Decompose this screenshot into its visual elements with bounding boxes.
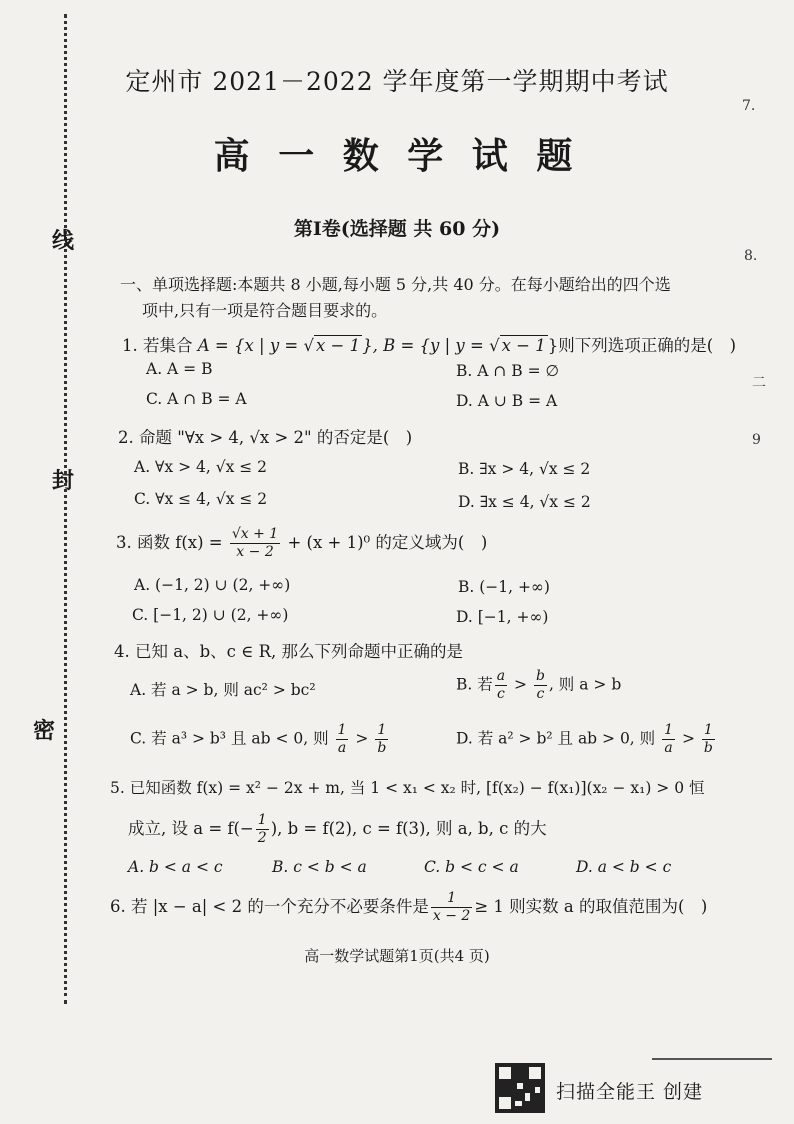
q4d-fraction-1 — [662, 722, 675, 757]
q3-option-a: A. (−1, 2) ∪ (2, +∞) — [134, 576, 291, 594]
q4c-f2-num: 1 — [375, 722, 388, 740]
q4b-f2-den: c — [536, 686, 545, 702]
exam-title: 定州市 2021－2022 学年度第一学期期中考试 — [125, 67, 669, 96]
q3-lead: 3. 函数 f(x) = — [116, 533, 223, 552]
q4c-f2-den: b — [377, 740, 387, 756]
q6-frac-num: 1 — [431, 890, 472, 908]
q5-line2-lead: 成立, 设 a = f(− — [128, 819, 254, 838]
part-title: 第Ⅰ卷(选择题 共 60 分) — [293, 218, 501, 240]
q1-radical-a: x − 1 — [316, 336, 361, 355]
q2-option-b: B. ∃x > 4, √x ≤ 2 — [458, 460, 591, 478]
q4c-fraction-2 — [375, 722, 388, 757]
q4b-mid: > — [514, 675, 528, 694]
q4-option-b — [456, 668, 621, 703]
q1-option-d: D. A ∪ B = A — [456, 392, 558, 410]
q5-line2-tail: ), b = f(2), c = f(3), 则 a, b, c 的大 — [270, 819, 547, 838]
q4c-mid: > — [355, 729, 369, 748]
margin-number-2: 二 — [752, 375, 766, 391]
q3-option-c: C. [−1, 2) ∪ (2, +∞) — [132, 606, 289, 624]
q1-lead: 1. 若集合 — [122, 336, 193, 355]
q4d-f2-num: 1 — [702, 722, 715, 740]
q2-option-a: A. ∀x > 4, √x ≤ 2 — [134, 458, 268, 476]
question-2: 2. 命题 "∀x > 4, √x > 2" 的否定是( ) — [118, 428, 413, 447]
page-footer: 高一数学试题第1页(共4 页) — [304, 947, 490, 965]
q5-option-b: B. c < b < a — [272, 858, 367, 876]
q4b-fraction-1 — [495, 668, 507, 703]
section-heading-line1: 一、单项选择题:本题共 8 小题,每小题 5 分,共 40 分。在每小题给出的四个选 — [120, 275, 671, 294]
q4c-f1-num: 1 — [337, 722, 347, 738]
q5-fraction — [256, 812, 269, 847]
q2-option-d: D. ∃x ≤ 4, √x ≤ 2 — [458, 493, 591, 511]
q3-option-b: B. (−1, +∞) — [458, 578, 550, 596]
q3-tail: + (x + 1)⁰ 的定义域为( ) — [287, 533, 488, 552]
section-heading-line2: 项中,只有一项是符合题目要求的。 — [142, 301, 388, 320]
q3-option-d: D. [−1, +∞) — [456, 608, 549, 626]
question-5-line2 — [128, 812, 547, 847]
question-4: 4. 已知 a、b、c ∈ R, 那么下列命题中正确的是 — [114, 642, 463, 661]
qr-code-icon — [495, 1063, 545, 1113]
q4b-f2-num: b — [535, 668, 545, 684]
q1-option-a: A. A = B — [146, 360, 213, 378]
q4c-f1-den: a — [337, 740, 347, 756]
q4c-lead: C. 若 a³ > b³ 且 ab < 0, 则 — [130, 729, 329, 748]
margin-number-9: 9 — [752, 432, 761, 448]
q3-numerator: √x + 1 — [231, 526, 279, 542]
q4-option-d — [456, 722, 717, 757]
q4b-f1-num: a — [496, 668, 506, 684]
q5-frac-den: 2 — [257, 830, 267, 846]
q4b-tail: , 则 a > b — [548, 675, 622, 694]
q4d-fraction-2 — [702, 722, 715, 757]
q6-frac-den: x − 2 — [432, 908, 471, 924]
question-1: 1. 若集合 A = {x | y = √ x − 1 }, B = {y | y = √ x − 1 }则下列选项正确的是( ) — [122, 336, 737, 355]
q6-fraction — [431, 890, 472, 925]
q3-denominator: x − 2 — [236, 544, 274, 560]
q1-tail: }则下列选项正确的是( ) — [547, 336, 737, 355]
question-6 — [110, 890, 707, 925]
q5-option-c: C. b < c < a — [424, 858, 519, 876]
corner-rule — [652, 1058, 772, 1060]
q3-fraction — [230, 526, 280, 561]
side-label-xian: 线 — [52, 228, 75, 254]
q6-tail: ≥ 1 则实数 a 的取值范围为( ) — [474, 897, 708, 916]
scanner-watermark: 扫描全能王 创建 — [556, 1081, 704, 1103]
side-label-mi: 密 — [33, 718, 56, 744]
q4d-f1-num: 1 — [664, 722, 674, 738]
q6-lead: 6. 若 |x − a| < 2 的一个充分不必要条件是 — [110, 897, 429, 916]
q4-option-a: A. 若 a > b, 则 ac² > bc² — [130, 681, 316, 699]
q1-radical-b: x − 1 — [501, 336, 546, 355]
subject-title: 高 一 数 学 试 题 — [213, 135, 581, 177]
q4b-lead: B. 若 — [456, 675, 493, 694]
q5-frac-num: 1 — [257, 812, 267, 828]
side-label-feng: 封 — [52, 468, 75, 494]
margin-number-8: 8. — [744, 248, 758, 264]
q1-option-b: B. A ∩ B = ∅ — [456, 362, 560, 380]
q4b-fraction-2 — [534, 668, 547, 703]
question-5-line1: 5. 已知函数 f(x) = x² − 2x + m, 当 1 < x₁ < x₂ 时, [f(x₂) − f(x₁)](x₂ − x₁) > 0 恒 — [110, 779, 705, 797]
q1-option-c: C. A ∩ B = A — [146, 390, 247, 408]
q4d-f1-den: a — [664, 740, 673, 756]
q4d-mid: > — [681, 729, 695, 748]
q4-option-c — [130, 722, 390, 757]
q4d-lead: D. 若 a² > b² 且 ab > 0, 则 — [456, 729, 656, 748]
q1-set-b: }, B = {y | y = — [362, 336, 490, 355]
q2-option-c: C. ∀x ≤ 4, √x ≤ 2 — [134, 490, 268, 508]
q4c-fraction-1 — [336, 722, 349, 757]
q5-option-a: A. b < a < c — [128, 858, 223, 876]
q1-set-a: A = {x | y = — [197, 336, 304, 355]
q4b-f1-den: c — [497, 686, 505, 702]
margin-number-7: 7. — [742, 98, 756, 114]
question-3 — [116, 526, 487, 561]
q4d-f2-den: b — [703, 740, 713, 756]
q5-option-d: D. a < b < c — [576, 858, 672, 876]
